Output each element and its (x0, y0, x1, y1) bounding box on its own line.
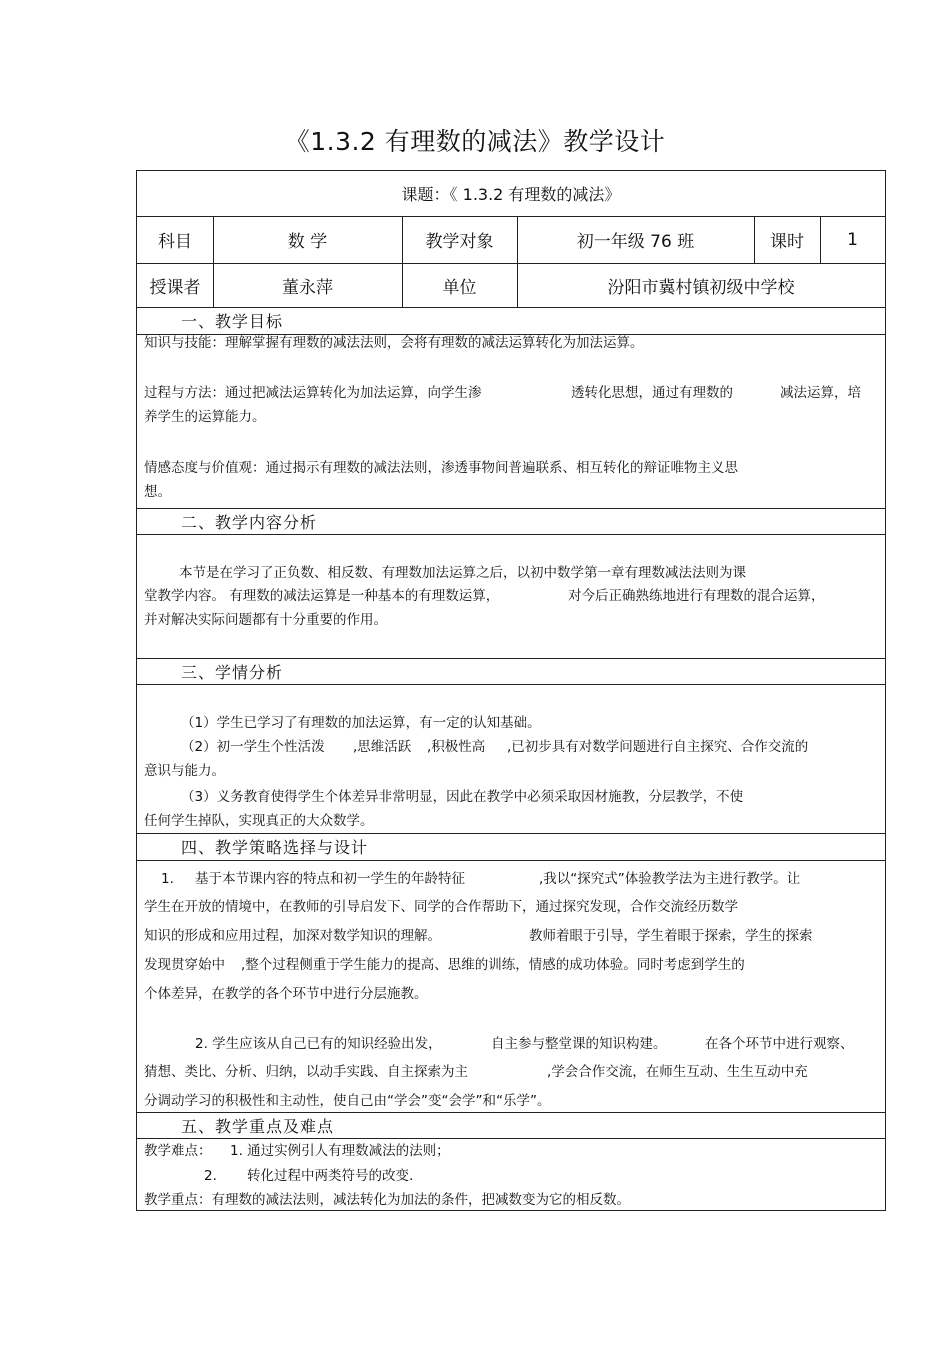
goal-process-a: 过程与方法：通过把减法运算转化为加法运算，向学生渗 (144, 385, 482, 401)
strategy-1-c: 学生在开放的情境中，在教师的引导启发下、同学的合作帮助下，通过探究发现，合作交流经历数学 (144, 899, 738, 915)
strategy-1-d: 知识的形成和应用过程，加深对数学知识的理解。 (144, 928, 441, 944)
hours-label: 课时 (770, 232, 804, 252)
document-title: 《1.3.2 有理数的减法》教学设计 (284, 127, 666, 156)
strategy-2-a: 2. 学生应该从自己已有的知识经验出发， (195, 1036, 442, 1052)
table-rule (137, 307, 885, 308)
strategy-1-a: 基于本节课内容的特点和初一学生的年龄特征 (195, 871, 465, 887)
table-rule (137, 860, 885, 861)
content-line-2a: 堂教学内容。 有理数的减法运算是一种基本的有理数运算， (144, 588, 500, 604)
audience-value: 初一年级 76 班 (576, 232, 695, 252)
strategy-2-b: 自主参与整堂课的知识构建。 (491, 1036, 667, 1052)
content-line-3: 并对解决实际问题都有十分重要的作用。 (144, 612, 387, 628)
goal-attitude-b: 想。 (144, 484, 171, 500)
table-rule (137, 534, 885, 535)
section-heading-strategy: 四、教学策略选择与设计 (181, 838, 369, 857)
difficulty-label: 教学难点： (144, 1143, 212, 1159)
subject-value: 数 学 (287, 232, 328, 252)
students-line-1: （1）学生已学习了有理数的加法运算，有一定的认知基础。 (181, 715, 541, 731)
goal-attitude-a: 情感态度与价值观：通过揭示有理数的减法法则，渗透事物间普遍联系、相互转化的辩证唯物主义思 (144, 460, 738, 476)
strategy-1-number: 1. (161, 871, 174, 887)
strategy-1-f: 发现贯穿始中 (144, 957, 225, 973)
subject-label: 科目 (158, 232, 192, 252)
hours-value: 1 (847, 229, 858, 250)
goal-process-b: 透转化思想，通过有理数的 (571, 385, 733, 401)
unit-value: 汾阳市冀村镇初级中学校 (607, 277, 795, 298)
strategy-1-g: ,整个过程侧重于学生能力的提高、思维的训练，情感的成功体验。同时考虑到学生的 (241, 957, 745, 973)
table-rule (137, 508, 885, 509)
table-rule (137, 658, 885, 659)
strategy-1-h: 个体差异，在教学的各个环节中进行分层施教。 (144, 986, 428, 1002)
students-line-3: 意识与能力。 (144, 763, 225, 779)
section-heading-goals: 一、教学目标 (181, 312, 284, 331)
teacher-value: 董永萍 (282, 277, 333, 298)
goal-process-d: 养学生的运算能力。 (144, 409, 266, 425)
table-rule (137, 684, 885, 685)
students-line-2c: ,积极性高 (427, 739, 486, 755)
goal-process-c: 减法运算，培 (780, 385, 861, 401)
lesson-topic: 课题：《 1.3.2 有理数的减法》 (401, 185, 621, 204)
students-line-2a: （2）初一学生个性活泼 (181, 739, 325, 755)
difficulty-item-2-number: 2. (204, 1168, 217, 1184)
students-line-5: 任何学生掉队，实现真正的大众数学。 (144, 813, 374, 829)
difficulty-item-2: 转化过程中两类符号的改变. (247, 1168, 414, 1184)
lesson-plan-table (136, 170, 886, 1211)
audience-label: 教学对象 (425, 232, 494, 252)
strategy-1-b: ,我以“探究式”体验教学法为主进行教学。让 (539, 871, 801, 887)
section-heading-keypoints: 五、教学重点及难点 (181, 1117, 335, 1136)
strategy-2-f: 分调动学习的积极性和主动性，使自己由“学会”变“会学”和“乐学”。 (144, 1093, 551, 1109)
content-line-1: 本节是在学习了正负数、相反数、有理数加法运算之后，以初中数学第一章有理数减法法则为课 (179, 565, 746, 581)
teacher-label: 授课者 (149, 277, 201, 298)
students-line-2d: ,已初步具有对数学问题进行自主探究、合作交流的 (507, 739, 809, 755)
strategy-2-e: ,学会合作交流，在师生互动、生生互动中充 (547, 1064, 808, 1080)
unit-label: 单位 (442, 277, 477, 298)
strategy-1-e: 教师着眼于引导，学生着眼于探索，学生的探索 (529, 928, 813, 944)
goal-knowledge: 知识与技能：理解掌握有理数的减法法则，会将有理数的减法运算转化为加法运算。 (144, 335, 644, 351)
section-heading-content: 二、教学内容分析 (181, 513, 318, 532)
keypoint-line: 教学重点：有理数的减法法则，减法转化为加法的条件，把减数变为它的相反数。 (144, 1192, 630, 1208)
students-line-4: （3）义务教育使得学生个体差异非常明显，因此在教学中必须采取因材施教，分层教学，不使 (181, 789, 744, 805)
content-line-2b: 对今后正确熟练地进行有理数的混合运算， (568, 588, 825, 604)
strategy-2-c: 在各个环节中进行观察、 (705, 1036, 854, 1052)
strategy-2-d: 猜想、类比、分析、归纳，以动手实践、自主探索为主 (144, 1064, 468, 1080)
difficulty-item-1: 1. 通过实例引人有理数减法的法则； (230, 1143, 450, 1159)
section-heading-students: 三、学情分析 (181, 663, 284, 682)
students-line-2b: ,思维活跃 (353, 739, 412, 755)
